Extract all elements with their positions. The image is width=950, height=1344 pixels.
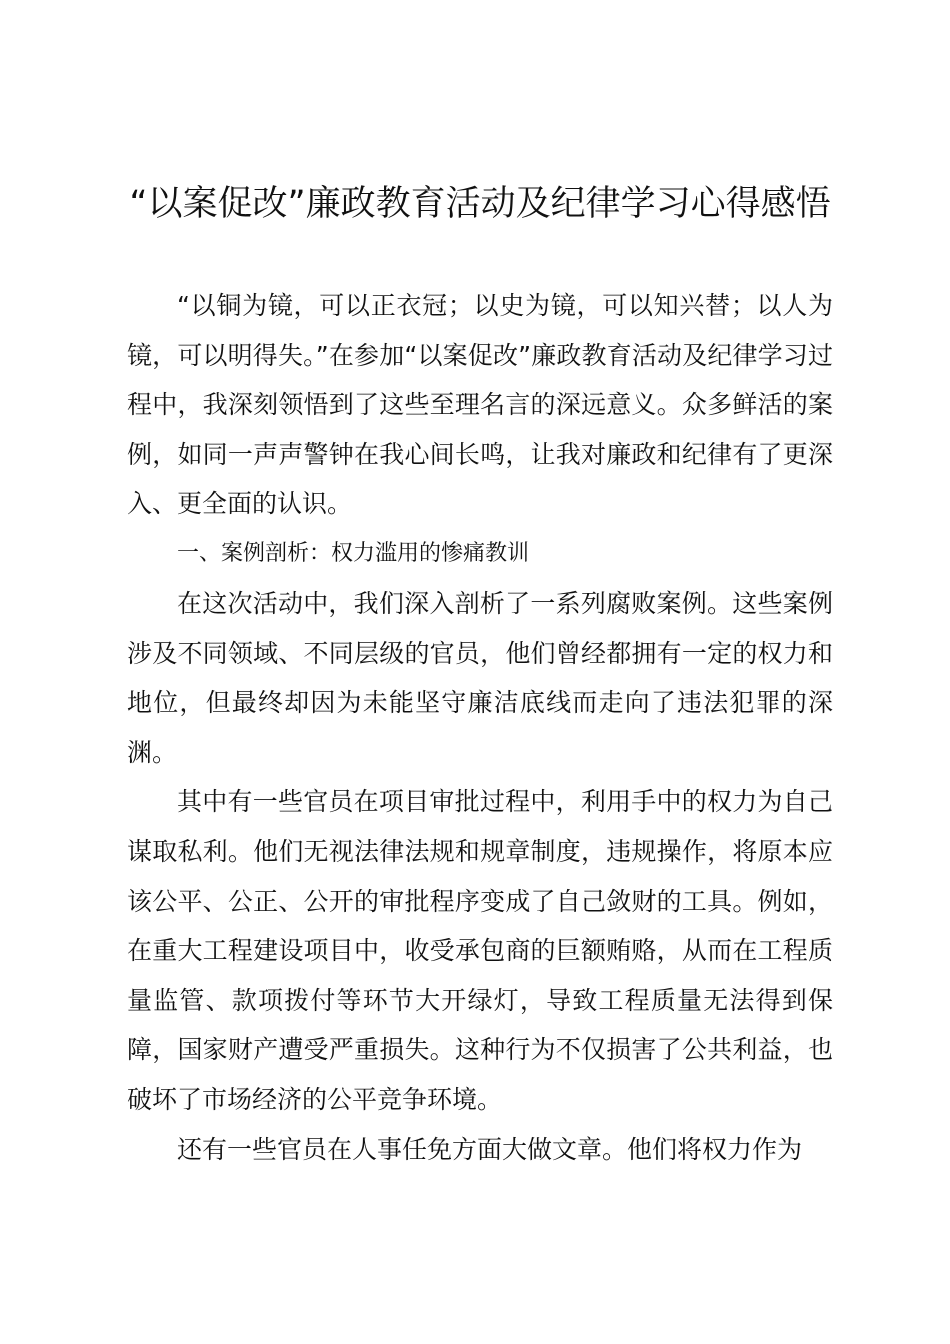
document-title: “以案促改”廉政教育活动及纪律学习心得感悟	[129, 184, 831, 224]
body-paragraph-1: 在这次活动中，我们深入剖析了一系列腐败案例。这些案例涉及不同领域、不同层级的官员，他们曾经都拥有一定的权力和地位，但最终却因为未能坚守廉洁底线而走向了违法犯罪的深渊。	[127, 588, 833, 767]
body-paragraph-2: 其中有一些官员在项目审批过程中，利用手中的权力为自己谋取私利。他们无视法律法规和规章制度，违规操作，将原本应该公平、公正、公开的审批程序变成了自己敛财的工具。例如，在重大工程建设项目中，收受承包商的巨额贿赂，从而在工程质量监管、款项拨付等环节大开绿灯，导致工程质量无法得到保障，国家财产遭受严重损失。这种行为不仅损害了公共利益，也破坏了市场经济的公平竞争环境。	[127, 787, 833, 1114]
section-heading-1: 一、案例剖析：权力滥用的惨痛教训	[177, 540, 530, 566]
intro-paragraph: “以铜为镜，可以正衣冠；以史为镜，可以知兴替；以人为镜，可以明得失。”在参加“以案促改”廉政教育活动及纪律学习过程中，我深刻领悟到了这些至理名言的深远意义。众多鲜活的案例，如同一声声警钟在我心间长鸣，让我对廉政和纪律有了更深入、更全面的认识。	[127, 291, 833, 519]
body-paragraph-3: 还有一些官员在人事任免方面大做文章。他们将权力作为	[177, 1134, 803, 1164]
document-body	[127, 281, 833, 1174]
